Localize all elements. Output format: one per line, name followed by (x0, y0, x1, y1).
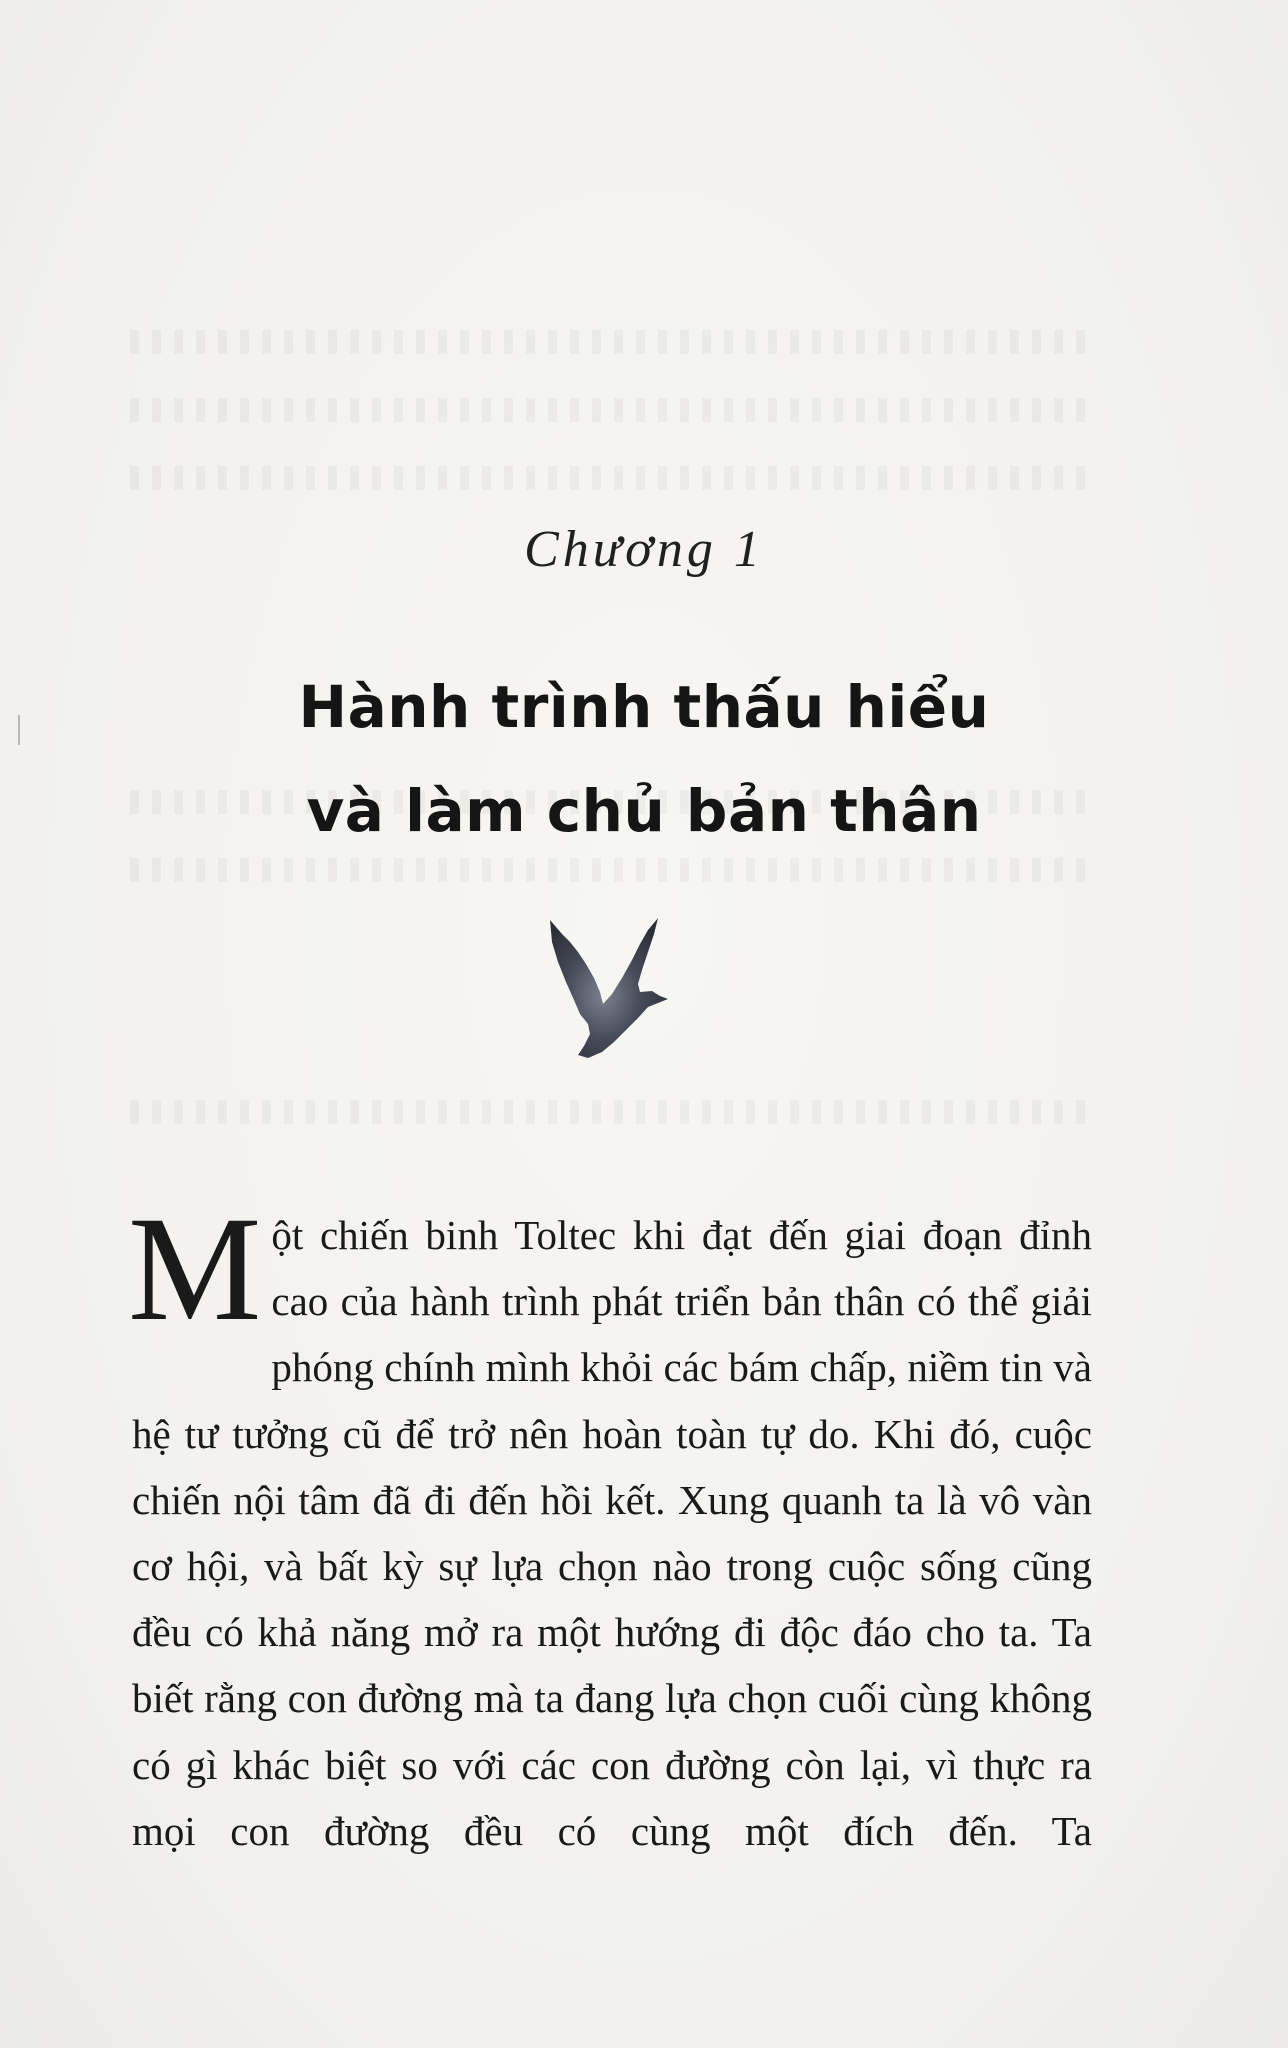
drop-cap: M (128, 1186, 262, 1352)
body-paragraph (128, 1186, 1093, 1864)
body-line: phóng chính mình khỏi các bám chấp, niềm tin và hệ (132, 1344, 1092, 1457)
show-through-line (130, 1100, 1090, 1124)
show-through-line (130, 330, 1090, 354)
chapter-title (0, 655, 1288, 863)
body-line: ột chiến binh Toltec khi đạt đến giai đoạn đỉnh (271, 1212, 1092, 1258)
chapter-title-line-1: Hành trình thấu hiểu (298, 673, 990, 741)
bird-silhouette-icon (540, 912, 690, 1060)
body-line: vì thực ra mọi con đường đều có cùng một đích đến. Ta (132, 1741, 1093, 1854)
body-line: vàn cơ hội, và bất kỳ sự lựa chọn nào trong cuộc sống (132, 1476, 1092, 1590)
body-line: ta. Ta biết rằng con đường mà ta đang lựa chọn cuối (132, 1609, 1092, 1722)
body-line: cùng không có gì khác biệt so với các con đường còn lại, (132, 1675, 1092, 1788)
body-line: cũng đều có khả năng mở ra một hướng đi độc đáo cho (132, 1543, 1092, 1656)
body-line: tư tưởng cũ để trở nên hoàn toàn tự do. Khi đó, cuộc (184, 1410, 1092, 1457)
show-through-line (130, 466, 1090, 490)
chapter-label: Chương 1 (524, 521, 764, 578)
chapter-title-line-2: và làm chủ bản thân (306, 777, 982, 845)
show-through-line (130, 398, 1090, 422)
body-line: chiến nội tâm đã đi đến hồi kết. Xung quanh ta là vô (132, 1476, 1021, 1523)
body-line: cao của hành trình phát triển bản thân có thể giải (271, 1278, 1092, 1325)
